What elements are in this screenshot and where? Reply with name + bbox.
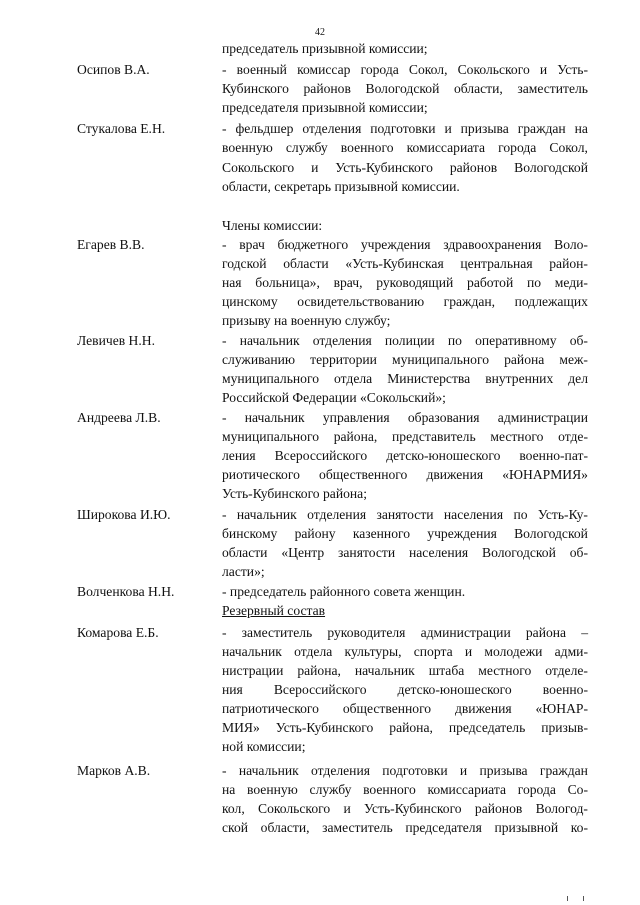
word: военную (222, 140, 273, 155)
word: врач (239, 237, 265, 252)
word: комиссариата (427, 782, 506, 797)
body-line: Российской Федерации «Сокольский»; (222, 390, 446, 405)
word: районов (449, 160, 498, 175)
word: отдела (334, 371, 373, 386)
word: администрации (420, 625, 511, 640)
word: образования (407, 410, 480, 425)
word: на (574, 121, 588, 136)
word: заместитель (241, 625, 313, 640)
word: оперативному (475, 333, 557, 348)
word: Усть-Кубинского (275, 720, 374, 735)
word: и (539, 62, 548, 77)
word: занятости (338, 545, 396, 560)
word: движения (426, 467, 484, 482)
word: центральная (460, 256, 533, 271)
word: фельдшер (235, 121, 294, 136)
word: призыва (479, 763, 528, 778)
word: спорта (413, 644, 453, 659)
body-line (222, 762, 588, 780)
word: руководящий (376, 275, 454, 290)
word: Вологод- (535, 801, 588, 816)
word: движения (454, 701, 512, 716)
member-name: Осипов В.А. (77, 62, 150, 77)
word: Со- (567, 782, 588, 797)
word: детско-юношеского (386, 448, 501, 463)
word: местного (478, 663, 532, 678)
word: представитель (392, 429, 476, 444)
word: начальник (354, 663, 415, 678)
word: - (222, 625, 227, 640)
body-line (222, 800, 588, 818)
word: Усть-Кубинского (364, 801, 462, 816)
member-name: Стукалова Е.Н. (77, 121, 166, 136)
word: начальник (236, 507, 297, 522)
word: призыв- (541, 720, 588, 735)
body-line (222, 624, 588, 642)
word: кол, (222, 801, 245, 816)
body-line (222, 120, 588, 138)
word: комиссар (297, 62, 351, 77)
word: патриотического (222, 701, 319, 716)
word: области (283, 256, 329, 271)
word: начальник (238, 763, 299, 778)
word: «ЮНАРМИЯ» (502, 467, 588, 482)
word: военную (247, 782, 298, 797)
word: управления (322, 410, 390, 425)
word: Воло- (554, 237, 588, 252)
body-line (222, 506, 588, 524)
word: врач, (333, 275, 363, 290)
word: населения (443, 507, 504, 522)
body-line (222, 139, 588, 157)
word: администрации (497, 410, 588, 425)
word: отделе- (545, 663, 588, 678)
body-line: Усть-Кубинского района; (222, 486, 367, 501)
word: призыва (460, 121, 509, 136)
page-number: 42 (315, 27, 325, 38)
body-line (222, 466, 588, 484)
word: председатель (448, 720, 526, 735)
body-line: председателя призывной комиссии; (222, 100, 428, 115)
word: подготовки (382, 763, 448, 778)
word: района, (333, 429, 378, 444)
word: больница», (255, 275, 320, 290)
word: области, (453, 81, 503, 96)
word: Вологодской (514, 526, 588, 541)
word: и (311, 160, 319, 175)
word: - (222, 410, 227, 425)
word: учреждения (427, 526, 497, 541)
word: меж- (559, 352, 588, 367)
word: службу (285, 140, 328, 155)
member-name: Комарова Е.Б. (77, 625, 159, 640)
word: Всероссийского (274, 448, 368, 463)
word: подготовки (370, 121, 436, 136)
word: комиссариата (406, 140, 486, 155)
body-line (222, 332, 588, 350)
word: муниципального (222, 371, 320, 386)
word: Сокольского (457, 62, 530, 77)
word: ная (222, 275, 242, 290)
word: и (343, 801, 351, 816)
word: - (222, 121, 227, 136)
word: отделения (311, 763, 370, 778)
body-line: области, секретарь призывной комиссии. (222, 179, 460, 194)
word: руководителя (327, 625, 406, 640)
word: детско-юношеского (397, 682, 512, 697)
word: области, (260, 820, 310, 835)
word: Усть-Кубинского (335, 160, 433, 175)
word: военного (340, 140, 394, 155)
body-line (222, 370, 588, 388)
word: по (513, 507, 528, 522)
word: об- (569, 545, 588, 560)
word: Сокольского (222, 160, 295, 175)
word: район- (549, 256, 588, 271)
word: на (222, 782, 236, 797)
word: ления (222, 448, 256, 463)
word: района (504, 352, 545, 367)
body-line (222, 80, 588, 98)
word: отдела (294, 644, 333, 659)
word: общественного (342, 701, 432, 716)
body-line (222, 662, 588, 680)
body-line (222, 159, 588, 177)
body-line: председатель призывной комиссии; (222, 41, 428, 56)
body-line (222, 781, 588, 799)
word: общественного (319, 467, 408, 482)
word: казенного (352, 526, 411, 541)
word: района (525, 625, 567, 640)
word: граждан (539, 763, 588, 778)
word: по (526, 275, 542, 290)
member-name: Марков А.В. (77, 763, 151, 778)
word: освидетельствованию (297, 294, 425, 309)
word: населения (408, 545, 469, 560)
word: начальник (239, 333, 300, 348)
word: районов (303, 81, 351, 96)
word: району (294, 526, 336, 541)
body-line: призыву на военную службу; (222, 313, 391, 328)
word: местного (490, 429, 544, 444)
word: Усть-Ку- (537, 507, 588, 522)
word: - (222, 237, 227, 252)
word: молодежи (484, 644, 543, 659)
body-line (222, 544, 588, 562)
word: Сокол, (408, 62, 448, 77)
word: заместитель (517, 81, 588, 96)
word: Вологодской (514, 160, 588, 175)
body-line (222, 428, 588, 446)
scan-mark (567, 896, 568, 901)
word: меди- (554, 275, 588, 290)
word: занятости (376, 507, 434, 522)
body-line (222, 255, 588, 273)
word: об- (569, 333, 588, 348)
word: риотического (222, 467, 300, 482)
word: города (498, 140, 537, 155)
word: и (464, 644, 473, 659)
word: ской (222, 820, 249, 835)
word: отделения (307, 507, 367, 522)
body-line (222, 351, 588, 369)
word: культуры, (344, 644, 402, 659)
body-line (222, 447, 588, 465)
word: подлежащих (514, 294, 588, 309)
body-line: - председатель районного совета женщин. (222, 584, 466, 599)
word: заместитель (322, 820, 393, 835)
word: бюджетного (277, 237, 349, 252)
word: Сокол, (549, 140, 588, 155)
word: военно- (542, 682, 588, 697)
word: нистрации (222, 663, 284, 678)
word: и (459, 763, 468, 778)
word: председателя (405, 820, 482, 835)
word: военно-пат- (519, 448, 588, 463)
member-name: Волченкова Н.Н. (77, 584, 175, 599)
word: районов (474, 801, 523, 816)
body-line: ласти»; (222, 564, 265, 579)
word: дел (568, 371, 588, 386)
word: по (447, 333, 462, 348)
word: «Усть-Кубинская (345, 256, 444, 271)
member-name: Широкова И.Ю. (77, 507, 171, 522)
word: МИЯ» (222, 720, 260, 735)
body-line (222, 719, 588, 737)
section-heading-reserve: Резервный состав (222, 603, 326, 618)
body-line (222, 643, 588, 661)
word: здравоохранения (443, 237, 542, 252)
body-line: ной комиссии; (222, 739, 306, 754)
word: начальник (244, 410, 305, 425)
body-line (222, 409, 588, 427)
word: «ЮНАР- (535, 701, 588, 716)
word: - (222, 507, 227, 522)
word: муниципального (392, 352, 490, 367)
word: призывной (494, 820, 559, 835)
body-line (222, 236, 588, 254)
word: цинскому (222, 294, 278, 309)
word: - (222, 333, 227, 348)
word: внутренних (485, 371, 554, 386)
word: учреждения (360, 237, 431, 252)
word: Министерства (387, 371, 471, 386)
word: муниципального (222, 429, 320, 444)
scan-mark (583, 896, 584, 901)
word: ко- (570, 820, 588, 835)
word: граждан, (443, 294, 496, 309)
word: «Центр (281, 545, 325, 560)
word: ния (222, 682, 243, 697)
word: работой (467, 275, 514, 290)
word: Вологодской (482, 545, 556, 560)
word: военного (363, 782, 416, 797)
word: адми- (554, 644, 588, 659)
section-heading-members: Члены комиссии: (222, 218, 323, 233)
word: служиванию (222, 352, 296, 367)
word: района, (297, 663, 341, 678)
word: военный (236, 62, 287, 77)
word: и (444, 121, 452, 136)
word: Сокольского (258, 801, 331, 816)
word: отде- (558, 429, 588, 444)
word: начальник (222, 644, 282, 659)
word: граждан (517, 121, 566, 136)
body-line (222, 293, 588, 311)
body-line-spread (222, 681, 588, 699)
word: бинскому (222, 526, 278, 541)
word: Кубинского (222, 81, 289, 96)
member-name: Андреева Л.В. (77, 410, 161, 425)
word: территории (310, 352, 377, 367)
word: Вологодской (365, 81, 440, 96)
word: штаба (428, 663, 465, 678)
word: района, (389, 720, 433, 735)
word: - (222, 62, 227, 77)
word: отделения (302, 121, 362, 136)
body-line (222, 819, 588, 837)
body-line (222, 700, 588, 718)
word: полиции (384, 333, 435, 348)
body-line (222, 61, 588, 79)
member-name: Егарев В.В. (77, 237, 145, 252)
member-name: Левичев Н.Н. (77, 333, 155, 348)
word: города (517, 782, 556, 797)
word: годской (222, 256, 267, 271)
word: службу (309, 782, 352, 797)
word: Всероссийского (273, 682, 367, 697)
word: города (360, 62, 399, 77)
word: отделения (312, 333, 372, 348)
word: - (222, 763, 227, 778)
word: Усть- (557, 62, 588, 77)
word: – (581, 625, 588, 640)
body-line (222, 274, 588, 292)
body-line (222, 525, 588, 543)
word: области (222, 545, 268, 560)
